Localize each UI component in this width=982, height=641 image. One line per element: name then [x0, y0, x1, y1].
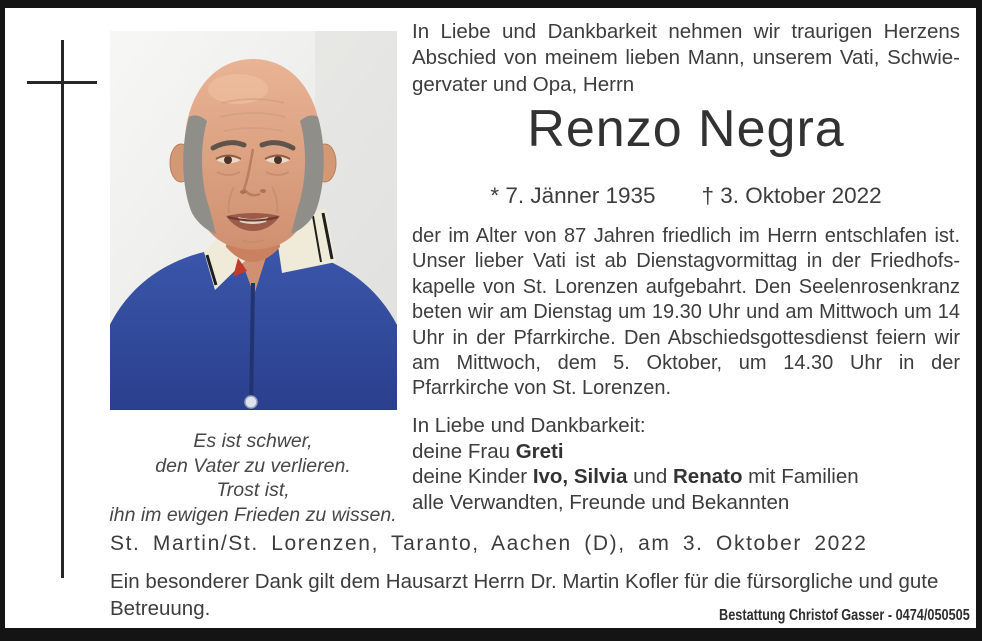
portrait-photo: [110, 31, 397, 410]
memorial-verse: [78, 429, 428, 527]
children-suffix: mit Familien: [742, 465, 859, 489]
death-date: † 3. Oktober 2022: [701, 183, 882, 208]
announcement-block: [412, 224, 960, 516]
relatives-line: alle Verwandten, Freunde und Bekannten: [412, 491, 790, 515]
wife-prefix: deine Frau: [412, 439, 516, 463]
thanks-paragraph: Ein besonderer Dank gilt dem Hausarzt Herrn Dr. Martin Kofler für die fürsorgliche und gute Betreuung.: [110, 570, 939, 620]
verse-line: Trost ist,: [216, 479, 290, 501]
cross-vertical-bar: [61, 40, 64, 578]
children-prefix: deine Kinder: [412, 465, 533, 489]
announcement-paragraph: der im Alter von 87 Jahren friedlich im Herrn entschlafen ist. Unser lieber Vati ist ab Dienstagvormittag in der Friedhofskapelle von St. Lorenzen aufgebahrt. Den Seelenrosenkranz beten wir am Dienstag um 19.30 Uhr und am Mittwoch um 14 Uhr in der Pfarrkirche. Den Abschiedsgottesdienst feiern wir am Mittwoch, dem 5. Oktober, um 14.30 Uhr in der Pfarrkirche von St. Lorenzen.: [412, 225, 960, 400]
verse-line: den Vater zu verlieren.: [155, 454, 351, 477]
children-conjunction: und: [627, 465, 673, 489]
wife-line: [412, 439, 960, 465]
life-dates: [412, 183, 960, 209]
deceased-name: Renzo Negra: [527, 100, 845, 158]
closing-block: [412, 413, 960, 516]
children-names-1: Ivo, Silvia: [532, 465, 628, 489]
verse-line: ihn im ewigen Frieden zu wissen.: [109, 503, 397, 526]
wife-name: Greti: [515, 439, 564, 463]
verse-line: Es ist schwer,: [193, 430, 313, 452]
intro-paragraph: In Liebe und Dankbarkeit nehmen wir traurigen Herzens Abschied von meinem lieben Mann, unserem Vati, Schwiegervater und Opa, Herrn: [412, 20, 960, 96]
funeral-home-credit: Bestattung Christof Gasser - 0474/050505: [719, 607, 970, 624]
places-date-line: St. Martin/St. Lorenzen, Taranto, Aachen (D), am 3. Oktober 2022: [110, 532, 868, 555]
closing-title: In Liebe und Dankbarkeit:: [412, 413, 646, 437]
cross-horizontal-bar: [27, 81, 97, 84]
birth-date: * 7. Jänner 1935: [490, 183, 656, 208]
children-names-2: Renato: [673, 465, 743, 489]
children-line: [412, 464, 960, 490]
